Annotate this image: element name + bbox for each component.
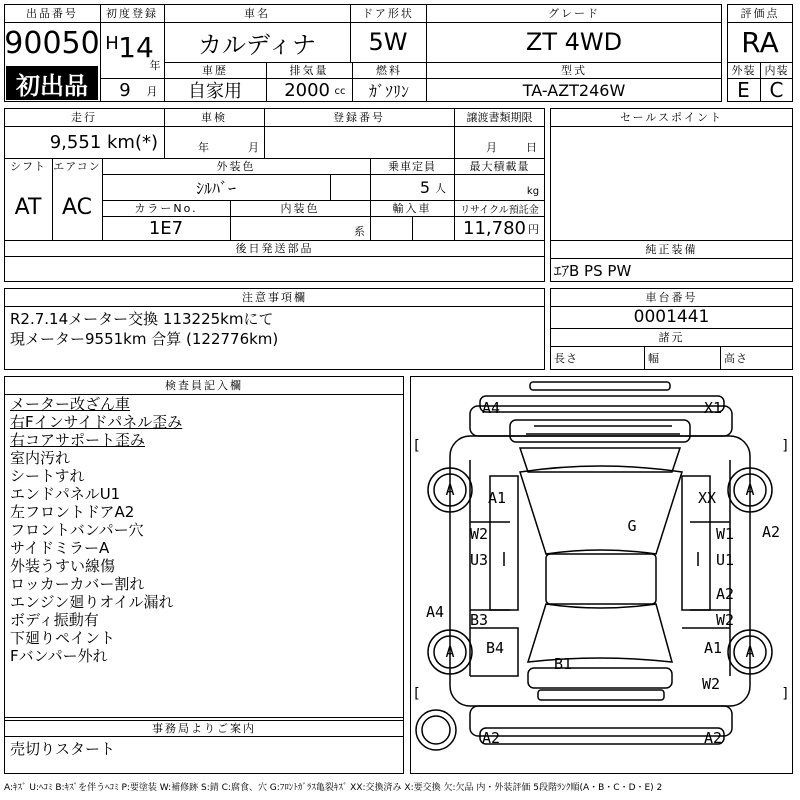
color-no-label: カラーNo.	[134, 202, 198, 215]
history-label: 車歴	[202, 64, 228, 77]
dims-label: 諸元	[658, 331, 685, 344]
history: 自家用	[188, 81, 242, 102]
first-reg-label: 初度登録	[106, 7, 158, 20]
tag-right-w2: W2	[715, 611, 735, 629]
grade-label: グレード	[548, 7, 600, 20]
inspector-item-3: 右コアサポート歪み	[10, 431, 146, 449]
tag-right-w: W1	[715, 525, 735, 543]
recycle: 11,780	[463, 217, 526, 239]
fuel-label: 燃料	[376, 64, 402, 77]
tag-right-a2: A2	[715, 585, 735, 603]
sales-points-label: セールスポイント	[619, 111, 723, 124]
lot-number-label: 出品番号	[26, 7, 78, 20]
inspector-item-11: ロッカーカバー割れ	[10, 575, 145, 593]
inspection-month-unit: 月	[248, 141, 260, 154]
inspector-item-14: 下廻りペイント	[10, 629, 116, 647]
max-load-label: 最大積載量	[469, 160, 530, 173]
inspector-item-10: 外装うすい線傷	[10, 557, 116, 575]
lot-number: 90050	[4, 25, 100, 61]
height-label: 高さ	[724, 352, 748, 365]
inspector-item-6: エンドパネルU1	[10, 485, 121, 503]
tag-top-right: X1	[703, 399, 723, 417]
exterior-grade: E	[737, 78, 750, 102]
int-color-label: 内装色	[280, 202, 320, 215]
score: RA	[741, 25, 779, 59]
model-label: 型式	[561, 64, 587, 77]
inspector-item-1: メーター改ざん車	[10, 395, 131, 413]
tag-left-edge: A4	[425, 603, 445, 621]
notes-label: 注意事項欄	[242, 291, 307, 304]
model: TA-AZT246W	[522, 80, 626, 100]
inspector-item-4: 室内汚れ	[10, 449, 71, 467]
notes-line-1: R2.7.14メーター交換 113225kmにて	[10, 309, 274, 328]
capacity-unit: 人	[435, 182, 447, 195]
capacity: 5	[419, 177, 430, 197]
displacement: 2000	[284, 79, 330, 101]
reg-month: 9	[119, 79, 131, 101]
inspection-year-unit: 年	[198, 141, 210, 154]
inspector-item-13: ボディ振動有	[10, 611, 99, 629]
inspector-item-9: サイドミラーA	[10, 539, 110, 557]
transfer-month-unit: 月	[486, 141, 498, 154]
max-load-unit: kg	[526, 185, 540, 197]
car-name: カルディナ	[197, 30, 317, 59]
car-name-label: 車名	[244, 7, 270, 20]
displacement-label: 排気量	[289, 64, 329, 77]
capacity-label: 乗車定員	[388, 160, 436, 173]
bracket-left-top: [	[414, 438, 420, 454]
fuel: ｶﾞｿﾘﾝ	[368, 81, 409, 101]
displacement-unit: cc	[334, 85, 346, 97]
ac: AC	[61, 194, 93, 220]
inspector-item-2: 右Fインサイドパネル歪み	[10, 413, 183, 431]
score-label: 評価点	[740, 7, 780, 20]
reg-number-label: 登録番号	[333, 111, 385, 124]
legend: A:ｷｽﾞ U:ﾍｺﾐ B:ｷｽﾞを伴うﾍｺﾐ P:要塗装 W:補修跡 S:錆 C:腐食、穴 G:ﾌﾛﾝﾄｶﾞﾗｽ亀裂ｷｽﾞ XX:交換済み X:要交換 欠:欠品 内・外装評価 5段階ﾗﾝｸ順(A・B・C・D・E) 2	[4, 782, 663, 793]
door-label: ドア形状	[362, 7, 414, 20]
tag-wheel-rr: A	[745, 643, 755, 661]
exterior-label: 外装	[731, 64, 756, 77]
reg-year-unit: 年	[149, 59, 161, 72]
car-diagram-drawing	[410, 376, 793, 774]
shift-label: シフト	[10, 160, 46, 173]
inspector-item-12: エンジン廻りオイル漏れ	[10, 593, 174, 611]
int-color-unit: 系	[354, 225, 366, 238]
inspector-item-8: フロントバンパー穴	[10, 521, 144, 539]
first-listing-badge: 初出品	[6, 66, 98, 100]
inspector-item-5: シートすれ	[10, 467, 85, 485]
tag-bottom-right: A2	[703, 729, 723, 747]
transfer-day-unit: 日	[526, 141, 538, 154]
tag-wheel-rl: A	[445, 643, 455, 661]
ext-color-label: 外装色	[216, 160, 256, 173]
bracket-right-top: ]	[782, 438, 788, 454]
tag-right-fender: XX	[697, 489, 717, 507]
tag-rear-b1: B1	[553, 655, 573, 673]
interior-grade: C	[769, 78, 784, 102]
genuine-label: 純正装備	[645, 243, 698, 256]
tag-top-left: A4	[481, 399, 501, 417]
notes-line-2: 現メーター9551km 合算 (122776km)	[10, 329, 279, 348]
reg-year: 14	[118, 30, 154, 64]
tag-left-fender: A1	[487, 489, 507, 507]
chassis-label: 車台番号	[645, 291, 698, 304]
length-label: 長さ	[554, 352, 578, 365]
tag-rear-right-w2: W2	[701, 675, 721, 693]
reg-month-unit: 月	[146, 85, 158, 98]
mileage: 9,551 km(*)	[49, 131, 158, 153]
office-text: 売切りスタート	[10, 739, 116, 758]
bracket-left-bottom: [	[414, 686, 420, 702]
mileage-label: 走行	[71, 111, 97, 124]
tag-left-u: U3	[469, 551, 489, 569]
inspector-label: 検査員記入欄	[165, 379, 243, 392]
door-type: 5W	[368, 28, 408, 56]
tag-right-edge: A2	[761, 523, 781, 541]
tag-roof: G	[627, 517, 637, 535]
bracket-right-bottom: ]	[782, 686, 788, 702]
tag-left-b3: B3	[469, 611, 489, 629]
tag-wheel-fl: A	[445, 481, 455, 499]
tag-right-a1: A1	[703, 639, 723, 657]
later-parts-label: 後日発送部品	[235, 242, 314, 255]
grade: ZT 4WD	[525, 28, 623, 56]
shift: AT	[14, 194, 42, 220]
inspector-item-7: 左フロントドアA2	[10, 503, 135, 521]
interior-label: 内装	[764, 64, 789, 77]
tag-left-w: W2	[469, 525, 489, 543]
recycle-label: リサイクル預託金	[460, 204, 539, 216]
genuine-equipment: ｴｱB PS PW	[554, 261, 632, 280]
office-label: 事務局よりご案内	[152, 722, 256, 735]
tag-right-u: U1	[715, 551, 735, 569]
tag-wheel-fr: A	[745, 481, 755, 499]
inspection-label: 車検	[201, 111, 227, 124]
inspector-item-15: Fバンパー外れ	[10, 647, 108, 665]
chassis-number: 0001441	[633, 307, 710, 327]
width-label: 幅	[648, 352, 660, 365]
ext-color: ｼﾙﾊﾞｰ	[195, 178, 236, 198]
tag-bottom-left: A2	[481, 729, 501, 747]
color-no: 1E7	[148, 217, 184, 239]
import-label: 輸入車	[392, 202, 432, 215]
recycle-unit: 円	[528, 223, 540, 236]
tag-left-b4: B4	[485, 639, 505, 657]
era: H	[105, 32, 119, 54]
transfer-label: 譲渡書類期限	[466, 111, 533, 124]
ac-label: エアコン	[53, 160, 101, 173]
